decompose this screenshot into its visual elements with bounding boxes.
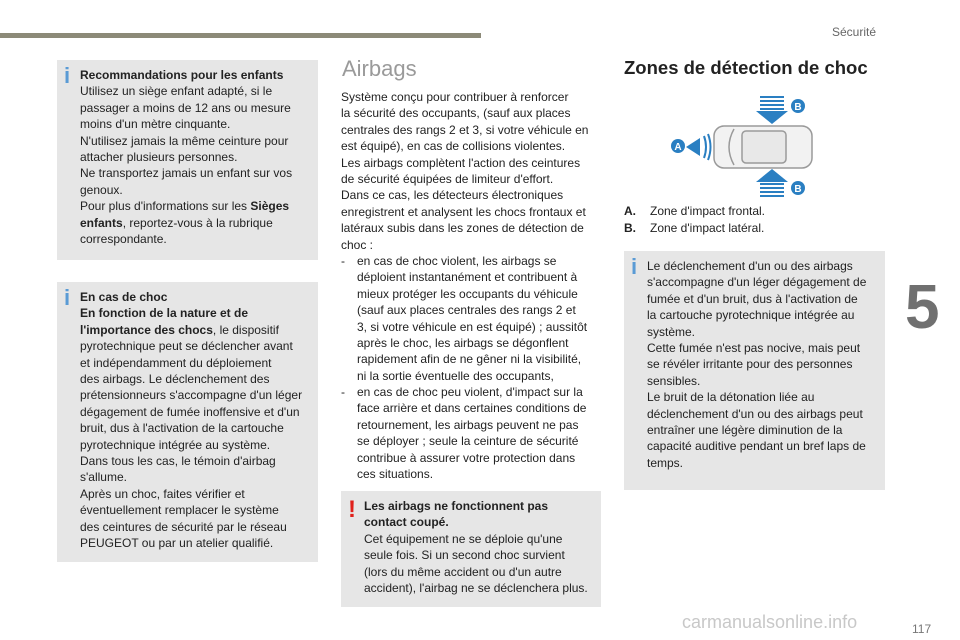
line: et indépendamment du déploiement [80,355,272,370]
line: (lors du même accident ou d'un autre [364,564,562,579]
bullet-dash: - [341,385,345,399]
bullet-text [357,384,586,482]
line: Dans tous les cas, le témoin d'airbag [80,454,276,469]
line: après le choc, les airbags se dégonflent [357,336,569,351]
line: genoux. [80,182,123,197]
watermark: carmanualsonline.info [682,612,858,632]
crash-info-text [80,289,316,552]
line: mieux protéger les occupants du véhicule [357,286,578,301]
line: Après un choc, faites vérifier et [80,486,245,501]
line: se déployer ; seule la ceinture de sécurité [357,434,579,449]
legend-key: B. [624,221,636,235]
line: contribue à assurer votre protection dans [357,450,576,465]
ref-suffix: , reportez-vous à la rubrique [122,215,273,230]
legend-text: Zone d'impact frontal. [650,204,766,218]
line: sensibles. [647,373,701,388]
label-b-top: B [794,102,802,113]
side-impact-arrow-top [756,96,788,124]
impact-zones-diagram [664,92,814,200]
line: Système conçu pour contribuer à renforcer [341,90,569,104]
line: la cartouche pyrotechnique intégrée au [647,308,855,323]
ref-link-text: Sièges [250,199,290,214]
line: accident), l'airbag ne se déclenchera plus. [364,581,588,596]
label-b-bottom: B [794,184,802,195]
line: la sécurité des occupants, (sauf aux places [341,106,571,121]
deployment-info-text [647,258,883,471]
line: des airbags. Le déclenchement des [80,372,270,387]
line: attacher plusieurs personnes. [80,150,238,165]
line: choc : [341,237,374,252]
line: (sauf aux places centrales des rangs 2 et [357,303,576,318]
line: Le bruit de la détonation liée au [647,390,815,405]
line: pyrotechnique peut se déclencher avant [80,339,293,354]
line: retournement, les airbags peuvent ne pas [357,417,579,432]
bullet-text [357,253,587,384]
line: fumée et d'un bruit, dus à l'activation de [647,291,858,306]
header-bar [0,33,481,38]
line: enregistrent et analysent les chocs frontaux et [341,204,586,219]
line: se révéler irritante pour des personnes [647,357,853,372]
bullet-dash: - [341,254,345,268]
line: entraîner une légère diminution de la [647,423,843,438]
line: N'utilisez jamais la même ceinture pour [80,133,289,148]
child-recommendations-box [57,60,318,260]
line: dégagement de fumée inoffensive et d'un [80,404,300,419]
reference-line [80,215,316,231]
line: système. [647,324,696,339]
line: prétensionneurs s'accompagne d'un léger [80,388,303,403]
line: éventuellement remplacer le système [80,503,279,518]
info-icon: i [631,254,638,279]
line: bruit, dus à l'activation de la cartouche [80,421,284,436]
line: ni la sortie éventuelle des occupants, [357,368,554,383]
line: s'accompagne d'un léger dégagement de [647,275,867,290]
line: de sécurité équipées de limiteur d'effort. [341,172,554,187]
side-impact-arrow-bottom [756,169,788,197]
box-subtitle: l'importance des chocs [80,322,213,337]
line: Dans ce cas, les détecteurs électroniques [341,188,564,203]
child-recommendations-text [80,67,316,247]
warning-title: Les airbags ne fonctionnent pas [364,499,549,513]
ref-link-text: enfants [80,215,123,230]
ref-prefix: Pour plus d'informations sur les [80,199,251,214]
airbags-heading: Airbags [342,56,417,81]
line: Cette fumée n'est pas nocive, mais peut [647,341,861,356]
line: face arrière et dans certaines conditions de [357,401,587,416]
detection-zones-heading: Zones de détection de choc [624,57,868,78]
bullet-violent-crash [341,253,603,385]
line: passager a moins de 12 ans ou mesure [80,100,291,115]
line: temps. [647,455,684,470]
bullet-light-crash [341,384,603,484]
line: pyrotechnique intégrée au système. [80,437,271,452]
chapter-number: 5 [905,273,940,342]
airbags-intro [341,89,603,253]
line: ces situations. [357,467,434,482]
line: correspondante. [80,232,167,247]
line: déclenchement d'un ou des airbags peut [647,406,863,421]
page-number: 117 [912,622,932,636]
airbag-warning-text [364,498,599,596]
line: en cas de choc peu violent, d'impact sur la [357,385,583,399]
line: latéraux subis dans les zones de détection de [341,221,584,236]
line: Les airbags complètent l'action des ceintures [341,155,581,170]
line: rapidement afin de ne gêner ni la visibilité, [357,352,582,367]
line: des ceintures de sécurité par le réseau [80,519,287,534]
line-tail: , le dispositif [212,322,279,337]
legend-key: A. [624,204,636,218]
section-title: Sécurité [832,25,877,39]
line: Ne transportez jamais un enfant sur vos [80,166,293,181]
line: en cas de choc violent, les airbags se [357,254,557,268]
airbag-warning-box [341,491,601,607]
info-icon: i [64,285,71,310]
line: seule fois. Si un second choc survient [364,548,565,563]
warning-title: contact coupé. [364,515,449,530]
info-icon: i [64,63,71,88]
line: Le déclenchement d'un ou des airbags [647,259,853,273]
line: capacité auditive pendant un bref laps de [647,439,866,454]
deployment-info-box [624,251,885,490]
box-subtitle: En fonction de la nature et de [80,306,249,321]
line: centrales des rangs 2 et 3, si votre véhicule en [341,122,589,137]
crash-info-box [57,282,318,562]
line: est équipé), en cas de collisions violentes. [341,139,566,154]
line: moins d'un mètre cinquante. [80,117,231,132]
box-title: Recommandations pour les enfants [80,68,284,82]
line: PEUGEOT ou par un atelier qualifié. [80,536,274,551]
line: Cet équipement ne se déploie qu'une [364,531,563,546]
line: Utilisez un siège enfant adapté, si le [80,84,273,99]
line [80,322,316,338]
line: s'allume. [80,470,127,485]
reference-line [80,198,316,214]
box-title: En cas de choc [80,290,168,304]
legend-item-b [624,220,764,236]
line: déploient instantanément et contribuent à [357,270,578,285]
car-top-view-illustration [664,92,814,200]
legend-text: Zone d'impact latéral. [650,221,765,235]
legend-item-a [624,203,765,219]
line: 3, si votre véhicule en est équipé) ; aussitôt [357,319,588,334]
label-a: A [674,142,682,153]
warning-icon: ! [348,496,356,523]
frontal-impact-arrow [686,134,711,160]
car-body [714,126,812,168]
